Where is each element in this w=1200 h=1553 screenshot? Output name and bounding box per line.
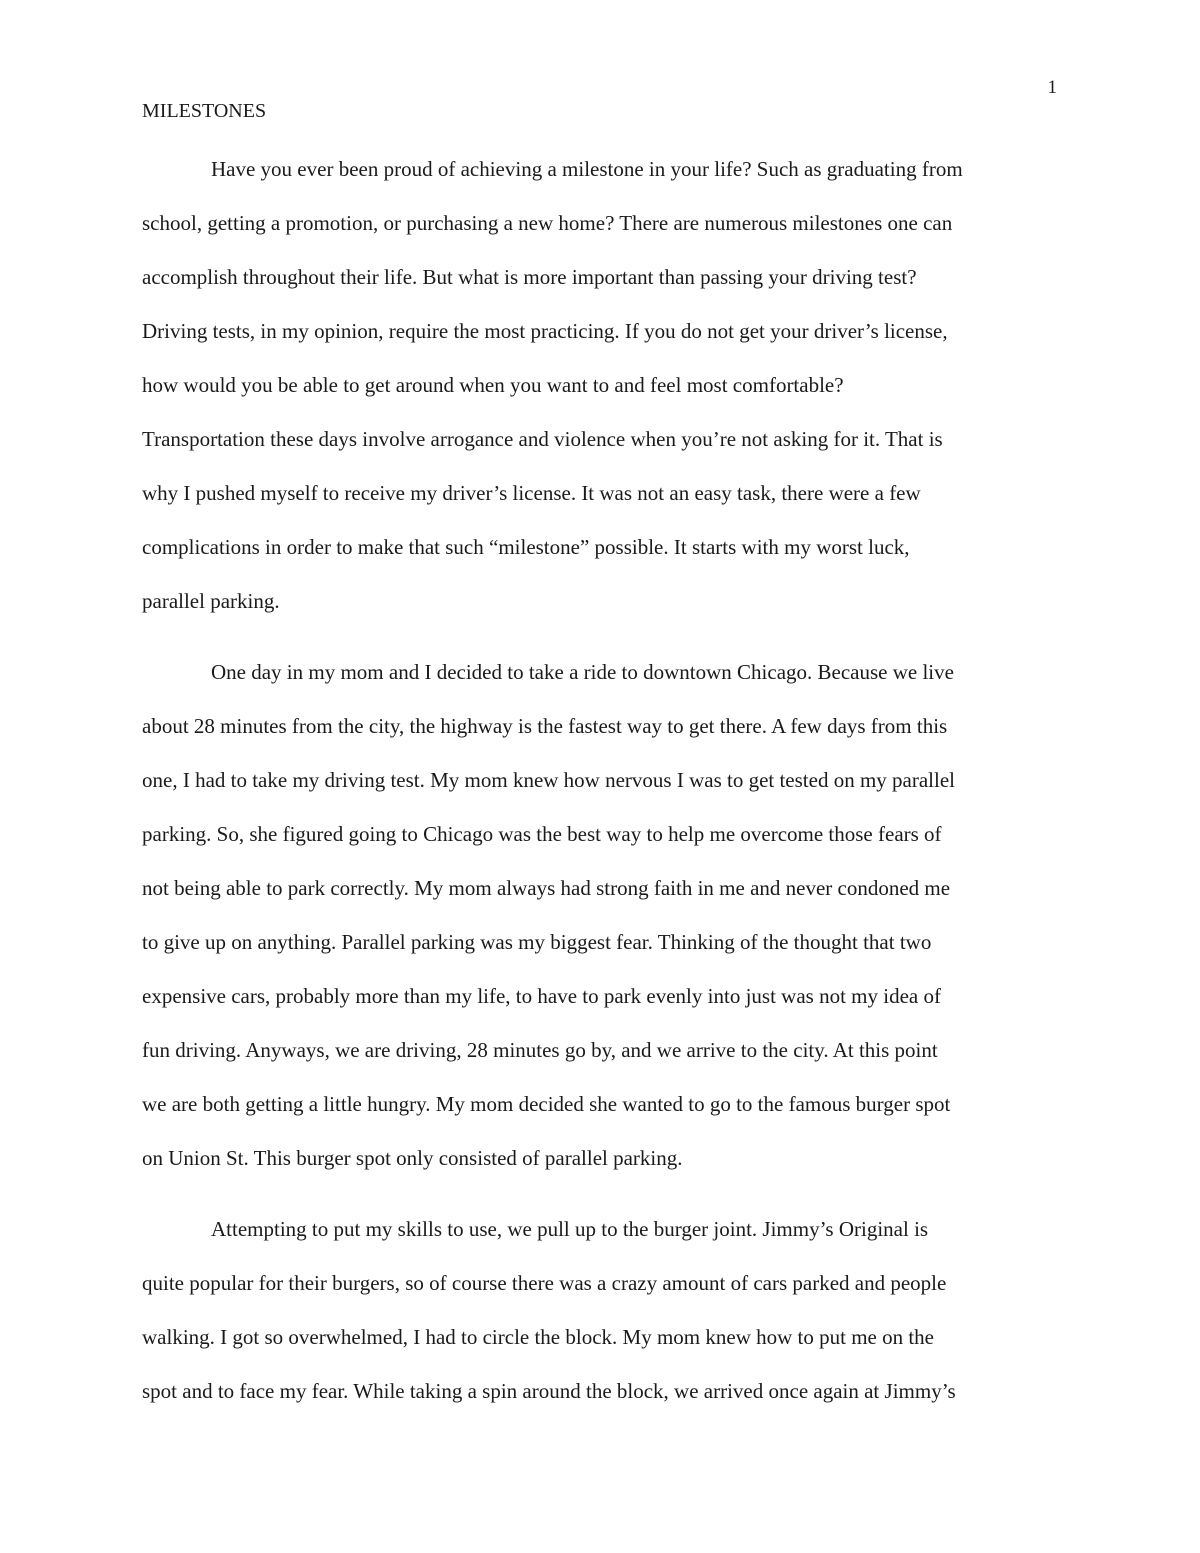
paragraph-line: accomplish throughout their life. But what is more important than passing your driving test? bbox=[142, 265, 917, 289]
paragraph-line: complications in order to make that such “milestone” possible. It starts with my worst luck, bbox=[142, 535, 910, 559]
paragraph-line: on Union St. This burger spot only consisted of parallel parking. bbox=[142, 1146, 683, 1170]
paragraph-line: one, I had to take my driving test. My mom knew how nervous I was to get tested on my parallel bbox=[142, 768, 956, 792]
running-head-title: MILESTONES bbox=[142, 100, 267, 122]
paragraph-line: spot and to face my fear. While taking a spin around the block, we arrived once again at Jimmy’s bbox=[142, 1379, 956, 1403]
paragraph-line: school, getting a promotion, or purchasing a new home? There are numerous milestones one can bbox=[142, 211, 953, 235]
paragraph-line: Have you ever been proud of achieving a milestone in your life? Such as graduating from bbox=[211, 157, 963, 181]
paragraph-line: Attempting to put my skills to use, we pull up to the burger joint. Jimmy’s Original is bbox=[211, 1217, 929, 1241]
paragraph-line: expensive cars, probably more than my life, to have to park evenly into just was not my idea of bbox=[142, 984, 941, 1008]
paragraph-line: Driving tests, in my opinion, require the most practicing. If you do not get your driver’s license, bbox=[142, 319, 948, 343]
paragraph bbox=[142, 645, 1058, 1185]
paragraph-line: we are both getting a little hungry. My mom decided she wanted to go to the famous burger spot bbox=[142, 1092, 951, 1116]
paragraph-line: walking. I got so overwhelmed, I had to circle the block. My mom knew how to put me on the bbox=[142, 1325, 935, 1349]
paragraph-line: about 28 minutes from the city, the highway is the fastest way to get there. A few days from this bbox=[142, 714, 948, 738]
paragraph bbox=[142, 142, 1058, 628]
paragraph-line: fun driving. Anyways, we are driving, 28 minutes go by, and we arrive to the city. At this point bbox=[142, 1038, 938, 1062]
paragraph-line: not being able to park correctly. My mom always had strong faith in me and never condoned me bbox=[142, 876, 951, 900]
paragraph-line: parking. So, she figured going to Chicago was the best way to help me overcome those fears of bbox=[142, 822, 942, 846]
paragraph-line: to give up on anything. Parallel parking was my biggest fear. Thinking of the thought that two bbox=[142, 930, 932, 954]
paragraph-line: Transportation these days involve arrogance and violence when you’re not asking for it. That is bbox=[142, 427, 943, 451]
page-number: 1 bbox=[1047, 77, 1057, 98]
paragraph-line: One day in my mom and I decided to take a ride to downtown Chicago. Because we live bbox=[211, 660, 954, 684]
paragraph bbox=[142, 1202, 1058, 1418]
paragraph-line: how would you be able to get around when you want to and feel most comfortable? bbox=[142, 373, 844, 397]
paragraph-line: parallel parking. bbox=[142, 589, 280, 613]
document-body bbox=[142, 142, 1058, 1418]
paragraph-line: why I pushed myself to receive my driver’s license. It was not an easy task, there were a few bbox=[142, 481, 921, 505]
paragraph-line: quite popular for their burgers, so of course there was a crazy amount of cars parked and people bbox=[142, 1271, 947, 1295]
